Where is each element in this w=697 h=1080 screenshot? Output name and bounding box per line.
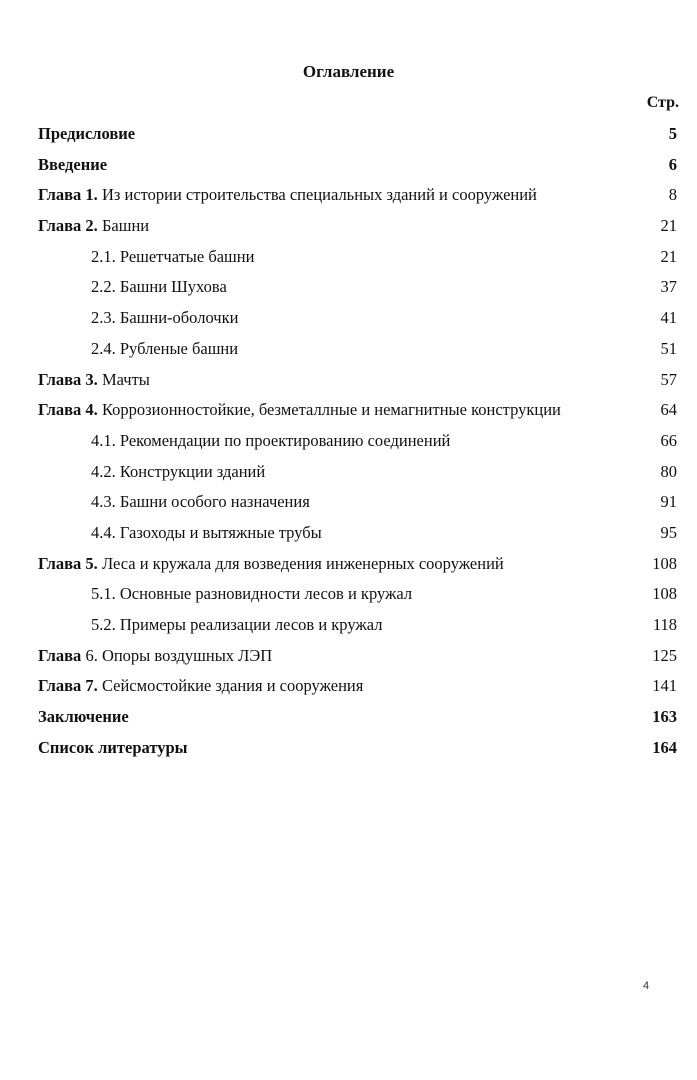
page-title: Оглавление [302,62,395,81]
toc-entry-page: 125 [652,645,677,665]
toc-entry-prefix: Глава 3. [38,369,98,389]
toc-entry-label [38,554,504,574]
toc-entry-prefix: Предисловие [38,124,136,143]
toc-entry [0,273,697,304]
toc-entry [0,642,697,673]
toc-entry-page: 37 [660,277,677,297]
toc-entry [0,151,697,182]
toc-entry-page: 21 [660,216,677,236]
table-of-contents [0,120,697,764]
toc-entry-page: 108 [652,584,677,604]
toc-entry-label [38,646,272,666]
toc-entry [0,458,697,489]
toc-entry-page: 64 [660,400,677,420]
toc-entry-label [91,492,310,512]
toc-entry-text: Из истории строительства специальных зданий и сооружений [97,185,537,205]
toc-entry-label [38,738,188,758]
toc-entry-label [38,400,561,420]
toc-entry-label [91,308,238,328]
toc-entry [0,396,697,427]
toc-entry-prefix: Глава [38,645,82,665]
toc-entry-page: 118 [652,615,677,634]
toc-entry-label [38,707,129,727]
toc-entry-text: 2.4. Рубленые башни [91,338,239,358]
toc-entry-label [91,584,412,604]
toc-entry [0,366,697,397]
toc-entry [0,212,697,243]
toc-entry-prefix: Глава 7. [38,676,98,696]
toc-entry-prefix: Введение [38,154,108,174]
toc-entry-prefix: Глава 2. [38,216,98,236]
toc-entry-page: 21 [660,246,677,266]
toc-entry [0,243,697,274]
toc-entry-text: 2.1. Решетчатые башни [91,246,255,266]
toc-entry-page: 164 [652,737,677,757]
toc-entry-text: Леса и кружала для возведения инженерных сооружений [97,553,504,573]
toc-entry-text: 2.3. Башни-оболочки [91,308,239,328]
toc-entry-label [91,615,382,635]
toc-entry-page: 163 [652,707,677,727]
toc-entry-page: 41 [660,308,677,328]
toc-entry-page: 6 [668,154,677,174]
toc-entry [0,427,697,458]
toc-entry-prefix: Заключение [38,707,129,727]
toc-entry-label [91,523,322,543]
toc-entry-page: 5 [668,124,677,143]
toc-entry-page: 108 [652,553,677,573]
toc-entry [0,519,697,550]
toc-entry-page: 57 [660,369,677,389]
toc-entry [0,304,697,335]
toc-entry-label [91,247,254,267]
toc-entry-prefix: Глава 5. [38,553,98,573]
toc-entry-page: 95 [660,522,677,542]
toc-entry-text: 6. Опоры воздушных ЛЭП [81,645,273,665]
toc-entry [0,734,697,765]
toc-entry [0,488,697,519]
toc-entry-prefix: Глава 4. [38,400,98,420]
page-column-label: Стр. [646,94,679,111]
toc-entry-text: 5.2. Примеры реализации лесов и кружал [91,615,383,634]
toc-entry-text: Башни [97,216,150,236]
toc-entry-text: Сейсмостойкие здания и сооружения [97,676,364,696]
toc-entry-text: Мачты [97,369,150,389]
toc-entry-label [91,431,450,451]
toc-entry-text: 4.4. Газоходы и вытяжные трубы [91,522,322,542]
toc-entry [0,580,697,611]
toc-entry-label [38,676,363,696]
toc-entry-page: 51 [660,338,677,358]
toc-entry [0,120,697,151]
toc-entry [0,611,697,642]
toc-entry-text: 4.3. Башни особого назначения [91,492,310,512]
toc-entry [0,335,697,366]
toc-entry-text: 2.2. Башни Шухова [91,277,227,297]
toc-entry-prefix: Глава 1. [38,185,98,205]
toc-entry-label [38,370,150,390]
toc-entry-page: 80 [660,461,677,481]
toc-entry-text: 5.1. Основные разновидности лесов и кружал [91,584,413,604]
toc-entry-prefix: Список литературы [38,737,188,757]
toc-entry-label [91,339,238,359]
toc-entry-page: 91 [660,492,677,512]
toc-entry [0,703,697,734]
toc-entry-page: 66 [660,430,677,450]
toc-entry-label [91,462,265,482]
toc-entry [0,181,697,212]
toc-entry-label [38,155,107,175]
toc-entry-label [38,185,537,205]
toc-entry-page: 141 [652,676,677,696]
toc-entry-label [38,216,149,236]
toc-entry [0,672,697,703]
toc-entry-text: 4.2. Конструкции зданий [91,461,266,481]
toc-entry-page: 8 [668,185,677,205]
toc-entry [0,550,697,581]
page-number: 4 [643,980,650,992]
toc-entry-label [91,277,227,297]
toc-entry-label [38,124,135,144]
toc-entry-text: Коррозионностойкие, безметаллные и немагнитные конструкции [97,400,561,420]
toc-entry-text: 4.1. Рекомендации по проектированию соединений [91,430,451,450]
